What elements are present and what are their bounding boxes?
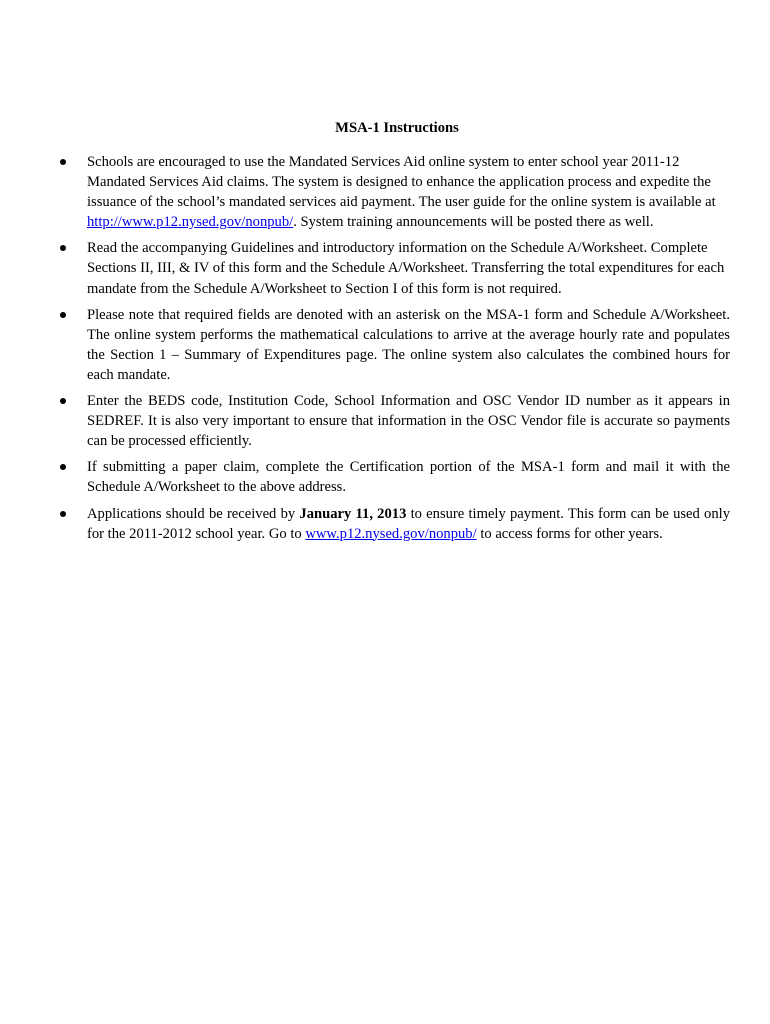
list-item-text: [87, 152, 730, 232]
list-item: [40, 504, 730, 544]
bullet-icon: [60, 464, 66, 470]
bullet-icon: [60, 511, 66, 517]
list-item-text: Read the accompanying Guidelines and introductory information on the Schedule A/Worksheet. Complete Sections II, III, & IV of this form and the Schedule A/Worksheet. Transferring the total expenditures for each mandate from the Schedule A/Worksheet to Section I of this form is not required.: [87, 240, 725, 297]
list-item-text: Please note that required fields are denoted with an asterisk on the MSA-1 form and Schedule A/Worksheet. The online system performs the mathematical calculations to arrive at the average hourly rate and populates the Section 1 – Summary of Expenditures page. The online system also calculates the combined hours for each mandate.: [87, 306, 730, 383]
list-item: [40, 238, 730, 298]
list-item-text: Enter the BEDS code, Institution Code, School Information and OSC Vendor ID number as it appears in SEDREF. It is also very important to ensure that information in the OSC Vendor file is accurate so payments can be processed efficiently.: [87, 393, 730, 450]
list-item-text-part: to ensure timely payment. This form can be used only for the 2011-2012 school year. Go to: [87, 505, 730, 542]
bullet-icon: [60, 312, 66, 318]
list-item: [40, 457, 730, 497]
nonpub-link[interactable]: http://www.p12.nysed.gov/nonpub/: [87, 214, 294, 231]
bullet-icon: [60, 159, 66, 165]
list-item: [40, 152, 730, 232]
list-item-text: [87, 504, 730, 544]
list-item-text-part: to access forms for other years.: [476, 525, 663, 542]
page-title: MSA-1 Instructions: [335, 120, 459, 136]
nonpub-forms-link[interactable]: www.p12.nysed.gov/nonpub/: [305, 525, 477, 542]
list-item-text: If submitting a paper claim, complete the Certification portion of the MSA-1 form and mail it with the Schedule A/Worksheet to the above address.: [87, 459, 730, 496]
list-item-text-part: . System training announcements will be posted there as well.: [293, 214, 654, 231]
bullet-icon: [60, 398, 66, 404]
instructions-list: [40, 152, 730, 550]
list-item-text-part: Applications should be received by: [87, 505, 300, 522]
deadline-date: January 11, 2013: [299, 505, 407, 522]
list-item: [40, 305, 730, 385]
list-item-text-part: Schools are encouraged to use the Mandated Services Aid online system to enter school year 2011-12 Mandated Services Aid claims. The system is designed to enhance the application process and expedite the issuance of the school’s mandated services aid payment. The user guide for the online system is available at: [87, 154, 716, 211]
bullet-icon: [60, 245, 66, 251]
list-item: [40, 391, 730, 451]
